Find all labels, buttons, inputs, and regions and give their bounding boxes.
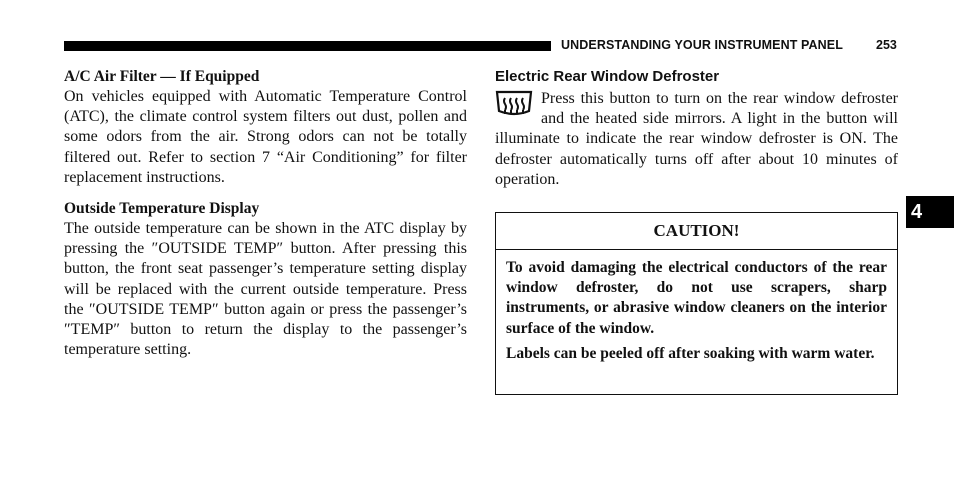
- caution-box: [495, 212, 898, 395]
- left-column: [64, 67, 467, 360]
- caution-paragraph: Labels can be peeled off after soaking with warm water.: [506, 344, 875, 362]
- section-heading-defroster: Electric Rear Window Defroster: [495, 68, 720, 85]
- rear-defroster-icon: [495, 89, 533, 122]
- header-rule: [64, 41, 551, 51]
- section-body-outside-temp: The outside temperature can be shown in the ATC display by pressing the ″OUTSIDE TEMP″ button. After pressing this button, the front seat passenger’s temperature setting display will be replaced with the current outside temperature. Press the ″OUTSIDE TEMP″ button again or press the passenger’s ″TEMP″ button to return the display to the passenger’s temperature setting.: [64, 220, 467, 359]
- right-column: [495, 67, 898, 190]
- caution-title: CAUTION!: [496, 213, 897, 250]
- page-number: 253: [876, 38, 897, 52]
- running-header-title: UNDERSTANDING YOUR INSTRUMENT PANEL: [561, 38, 843, 52]
- chapter-tab-label: 4: [911, 201, 923, 223]
- chapter-tab: [906, 196, 954, 228]
- section-body-ac-filter: On vehicles equipped with Automatic Temperature Control (ATC), the climate control system filters out dust, pollen and some odors from the air. Strong odors can not be totally filtered out. Refer to section 7 “Air Conditioning” for filter replacement instructions.: [64, 88, 467, 186]
- section-heading-outside-temp: Outside Temperature Display: [64, 200, 260, 218]
- section-body-defroster: Press this button to turn on the rear window defroster and the heated side mirrors. A light in the button will illuminate to indicate the rear window defroster is ON. The defroster automatically turns off after about 10 minutes of operation.: [495, 90, 898, 188]
- caution-body: [496, 250, 897, 364]
- section-heading-ac-filter: A/C Air Filter — If Equipped: [64, 68, 260, 85]
- caution-paragraph: To avoid damaging the electrical conductors of the rear window defroster, do not use scrapers, sharp instruments, or abrasive window cleaners on the interior surface of the window.: [506, 259, 887, 337]
